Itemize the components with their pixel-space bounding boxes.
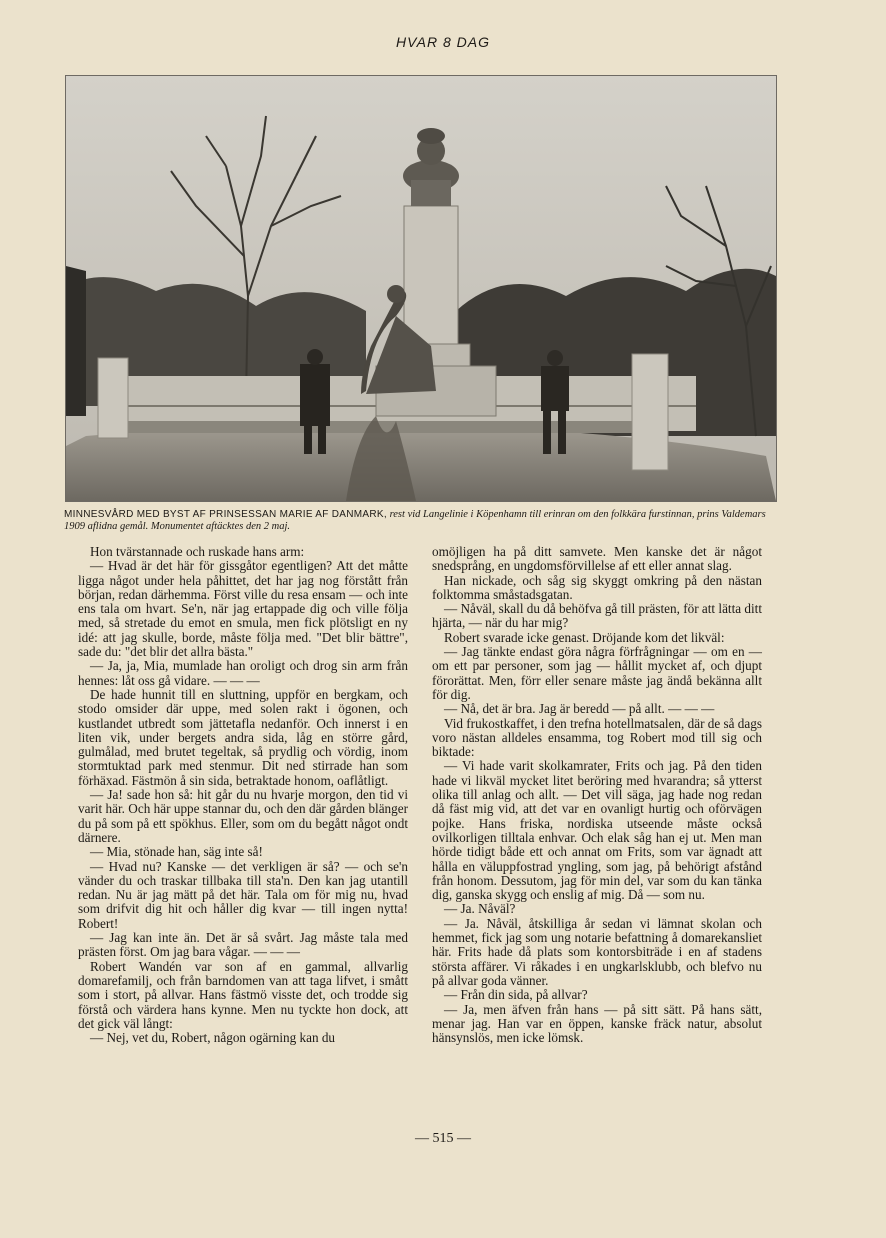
page-number: — 515 — <box>415 1131 471 1146</box>
paragraph: — Nåväl, skall du då behöfva gå till prästen, för att lätta ditt hjärta, — när du har mig? <box>432 601 762 631</box>
paragraph: De hade hunnit till en sluttning, uppför en bergkam, och stodo omsider där uppe, med solen rakt i ögonen, och kustlandet utbredt som jättetafla nedanför. Och innerst i en liten vik, under bergets andra sida, låg en större gård, gulmålad, med brutet tegeltak, så prydlig och vördig, inom stormtuktad park med stenmur. Dit ned stirrade han som förhäxad. Fästmön å sin sida, betraktade honom, oaflåtligt. <box>78 686 408 788</box>
paragraph: — Hvad är det här för gissgåtor egentligen? Att det måtte ligga något under hela påhittet, det har jag nog förstått från början, redan därhemma. Först ville du resa ensam — och inte ens tala om hvart. Se'n, när jag ertappade dig och ville följa med, så stretade du emot en smula, men fick plötsligt en ny idé: att jag skulle, borde, måste följa med. "Det blir bättre", sade du: "det blir det allra bästa." <box>78 558 408 660</box>
paragraph: — Ja, men äfven från hans — på sitt sätt. På hans sätt, menar jag. Han var en öppen, kanske fräck natur, absolut hänsynslös, men icke lömsk. <box>432 1001 762 1046</box>
paragraph: — Från din sida, på allvar? <box>444 987 588 1003</box>
paragraph: — Hvad nu? Kanske — det verkligen är så? — och se'n vänder du och traskar tillbaka till sta'n. Den kan jag utantill redan. Nu är jag mätt på det här. Tala om för mig nu, hvad som drifvit dig hit och håller dig kvar — till ingen nytta! Robert! <box>78 858 408 931</box>
paragraph: — Nå, det är bra. Jag är beredd — på allt. — — — <box>444 701 715 717</box>
paragraph: omöjligen ha på ditt samvete. Men kanske det är något snedsprång, en ungdomsförvillelse af ett eller annat slag. <box>432 544 762 574</box>
paragraph: Robert svarade icke genast. Dröjande kom det likväl: <box>444 629 725 645</box>
paragraph: — Ja. Nåväl, åtskilliga år sedan vi lämnat skolan och hemmet, fick jag som ung notarie befattning å domarekansliet här. Frits hade då plats som kontorsbiträde i en af stadens största affärer. Vi råkades i en ungkarlsklubb, och blefvo nu på allvar goda vänner. <box>432 915 762 988</box>
left-column <box>78 545 408 1045</box>
paragraph: Robert Wandén var son af en gammal, allvarlig domarefamilj, och från barndomen van att taga lifvet, i smått som i stort, på allvar. Hans fästmö visste det, och trodde sig förstå och värdera hans kynne. Men nu tyckte hon dock, att det gick väl långt: <box>78 958 408 1031</box>
photo-caption <box>64 509 780 533</box>
paragraph: Hon tvärstannade och ruskade hans arm: <box>90 544 305 559</box>
paragraph: — Ja, ja, Mia, mumlade han oroligt och drog sin arm från hennes: låt oss gå vidare. — — — <box>78 658 408 688</box>
paragraph: Han nickade, och såg sig skyggt omkring på den nästan folktomma småstadsgatan. <box>432 572 762 602</box>
running-header: HVAR 8 DAG <box>395 34 491 50</box>
paragraph: — Nej, vet du, Robert, någon ogärning kan du <box>90 1030 336 1046</box>
caption-lead: MINNESVÅRD MED BYST AF PRINSESSAN MARIE AF DANMARK, <box>64 509 387 520</box>
paragraph: — Ja! sade hon så: hit går du nu hvarje morgon, den tid vi varit här. Och här uppe stannar du, och den där gården blänger du på som på ett spökhus. Eller, som om du begått något ondt därnere. <box>78 787 408 845</box>
right-column <box>432 545 762 1045</box>
monument-photograph <box>65 75 777 502</box>
paragraph: Vid frukostkaffet, i den trefna hotellmatsalen, där de så dags voro nästan alldeles ensamma, tog Robert mod till sig och biktade: <box>432 715 762 760</box>
monument-photo-illustration <box>66 76 776 501</box>
paragraph: — Jag kan inte än. Det är så svårt. Jag måste tala med prästen först. Om jag bara vågar. — — — <box>78 930 408 960</box>
paragraph: — Ja. Nåväl? <box>444 901 516 917</box>
caption-body: rest vid Langelinie i Köpenhamn till erinran om den folkkära furstinnan, prins Valdemars 1909 aflidna gemål. Monumentet aftäcktes den 2 maj. <box>64 509 766 532</box>
paragraph: — Mia, stönade han, säg inte så! <box>90 844 263 860</box>
paragraph: — Vi hade varit skolkamrater, Frits och jag. På den tiden hade vi likväl mycket litet beröring med hvarandra; så ytterst olika till anlag och allt. — Det vill säga, jag hade nog redan då fäst mig vid, att det var en ovanligt hurtig och oförvägen pojke. Hans friska, nordiska utseende måste också ovilkorligen tilltala enhvar. Och elak såg han ej ut. Men man hörde tidigt både ett och annat om Frits, som var ägnadt att hålla en väluppfostrad yngling, som jag, på behörigt afstånd från honom. Dessutom, jag för min del, var som du kan tänka dig, ganska skygg och enslig af mig. Då — som nu. <box>432 758 762 903</box>
paragraph: — Jag tänkte endast göra några förfrågningar — om en — om ett par personer, som jag — hållit mycket af, och djupt förorättat. Men, förr eller senare måste jag ändå bekänna allt för dig. <box>432 644 762 702</box>
